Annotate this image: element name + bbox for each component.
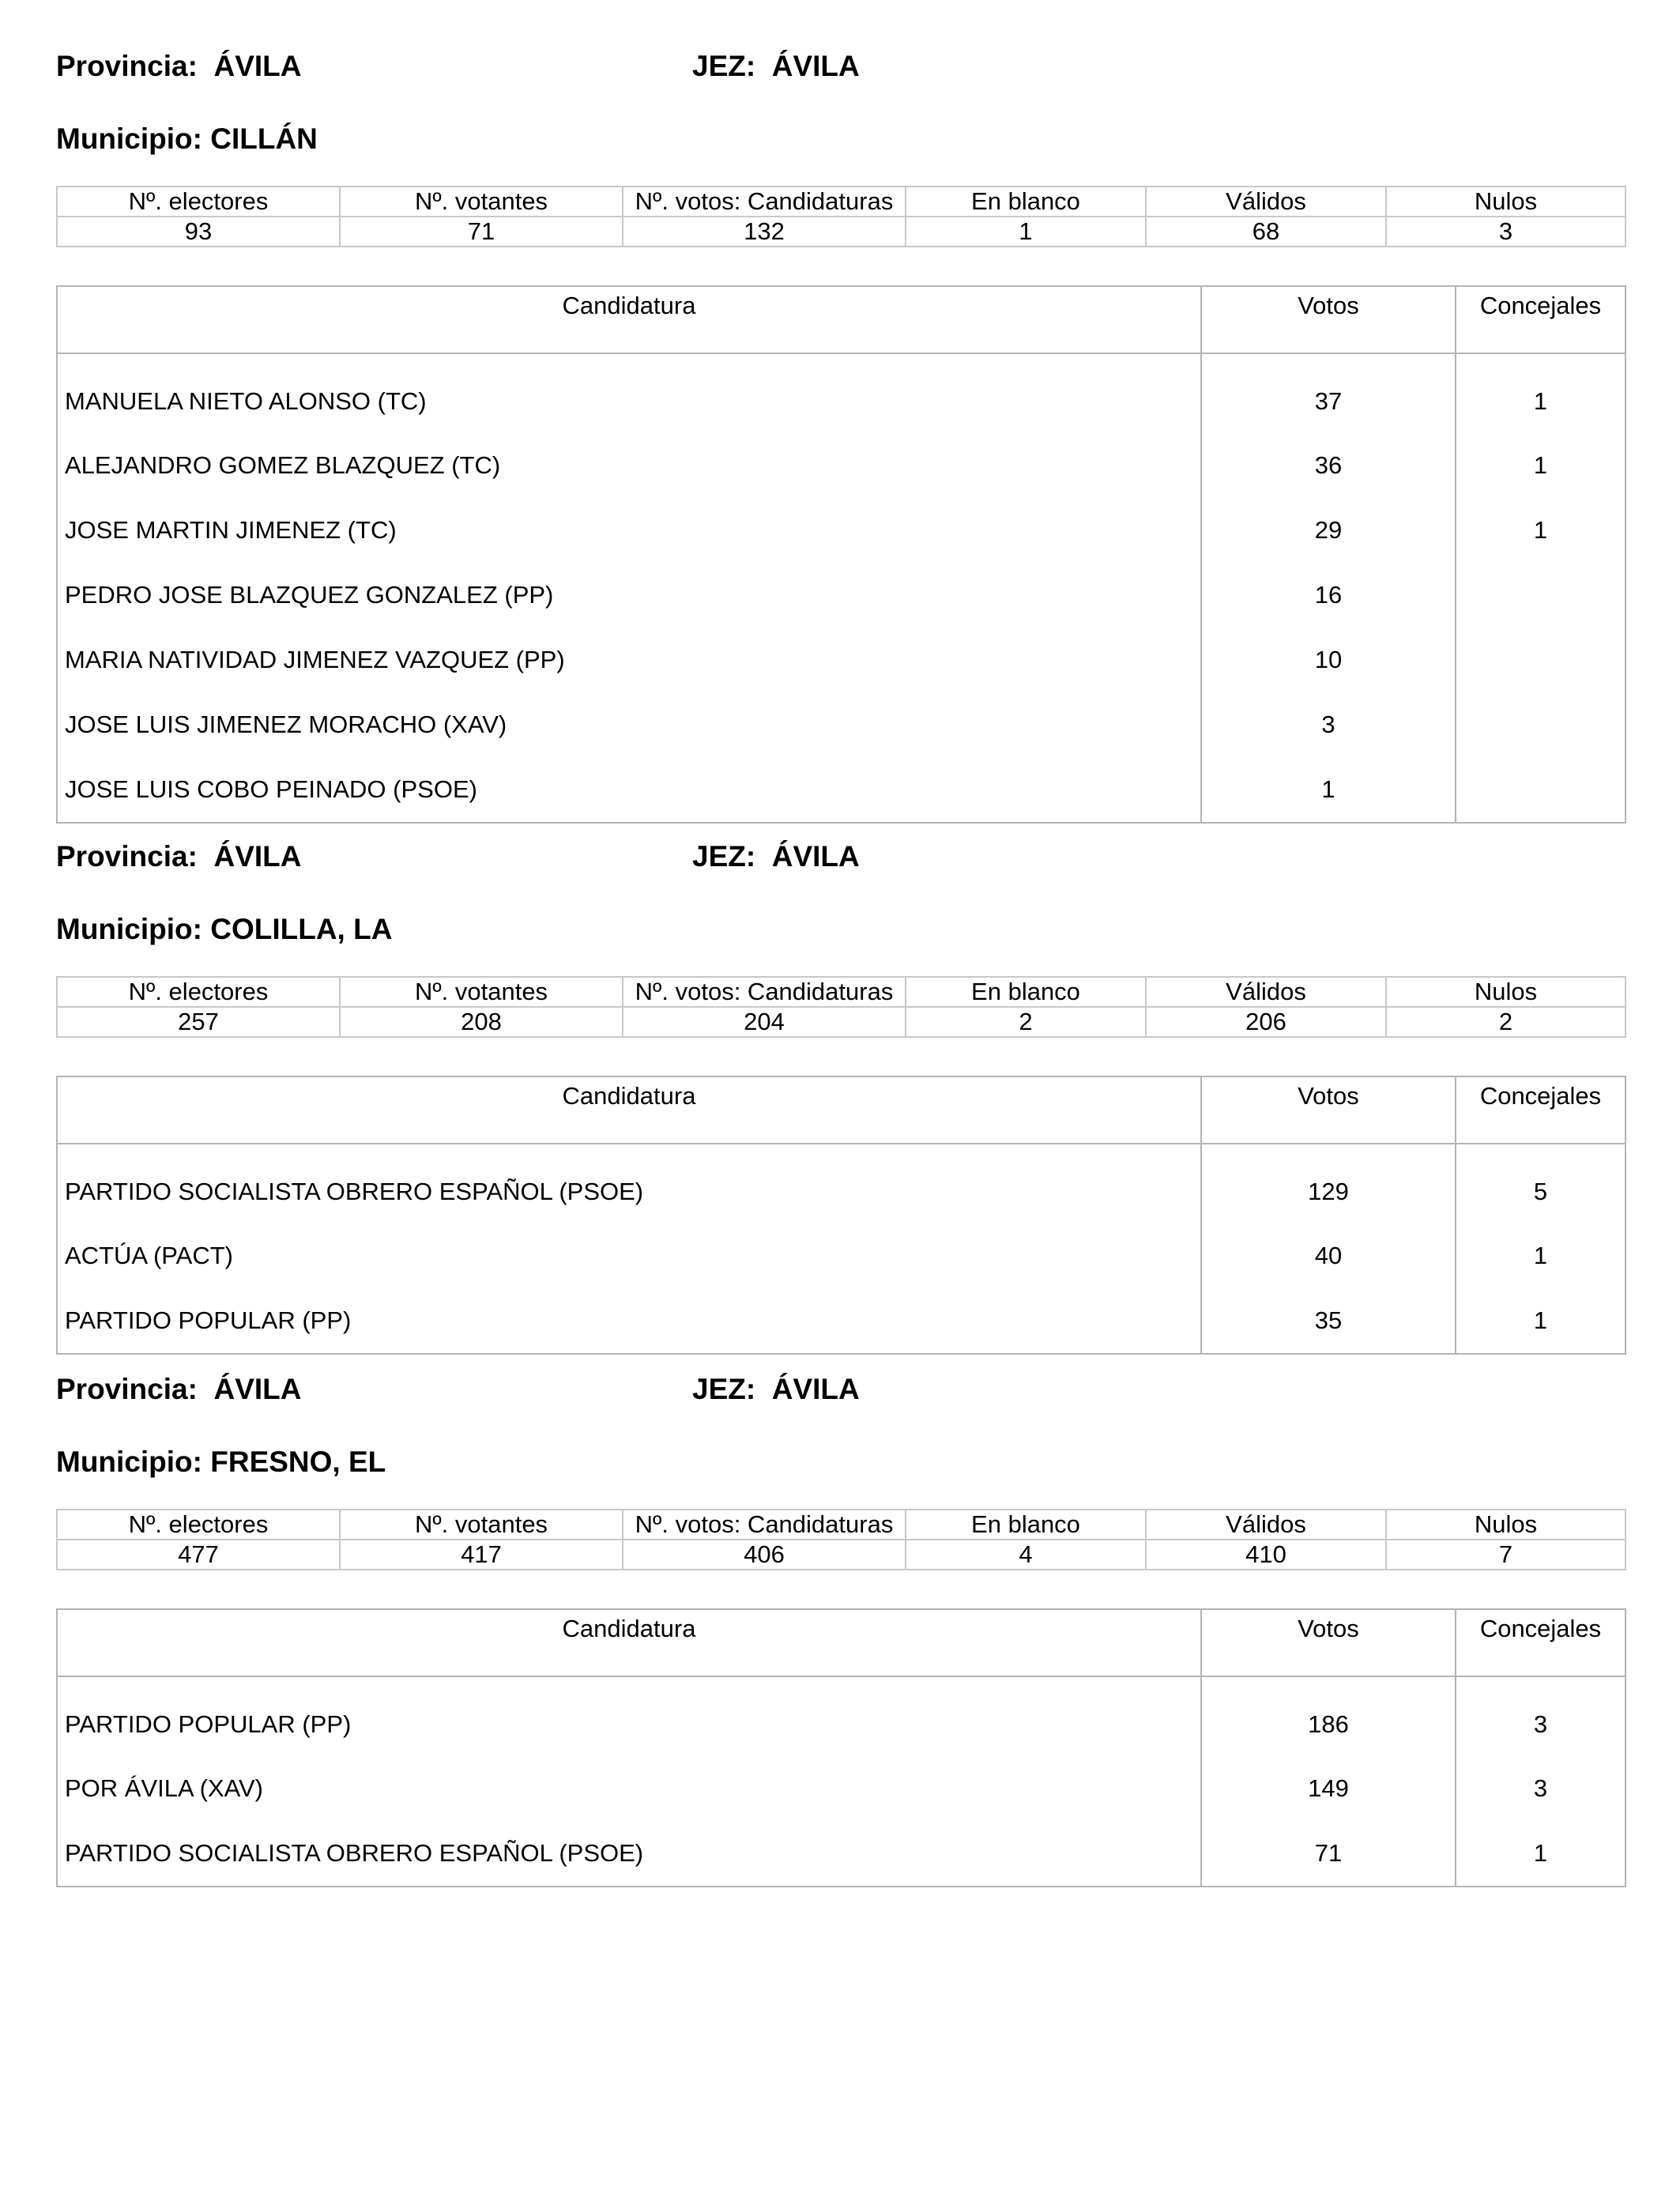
votos-cell: 10 bbox=[1201, 628, 1456, 692]
table-row bbox=[57, 353, 1625, 433]
stats-header: Válidos bbox=[1146, 977, 1386, 1007]
concejales-cell: 1 bbox=[1456, 1821, 1625, 1887]
candidatura-cell: MANUELA NIETO ALONSO (TC) bbox=[57, 353, 1201, 433]
results-table bbox=[56, 285, 1626, 824]
concejales-cell: 1 bbox=[1456, 1223, 1625, 1288]
candidatura-cell: PARTIDO POPULAR (PP) bbox=[57, 1288, 1201, 1354]
votos-cell: 37 bbox=[1201, 353, 1456, 433]
stats-header: Nº. electores bbox=[57, 977, 340, 1007]
candidatura-cell: POR ÁVILA (XAV) bbox=[57, 1756, 1201, 1821]
votos-cell: 1 bbox=[1201, 757, 1456, 823]
candidatura-cell: ACTÚA (PACT) bbox=[57, 1223, 1201, 1288]
stats-value: 204 bbox=[623, 1007, 906, 1037]
stats-header: Nº. electores bbox=[57, 187, 340, 217]
stats-header-row bbox=[57, 977, 1625, 1007]
stats-header: En blanco bbox=[906, 1510, 1146, 1540]
votos-cell: 29 bbox=[1201, 498, 1456, 563]
stats-header: Nulos bbox=[1386, 187, 1625, 217]
col-candidatura: Candidatura bbox=[57, 286, 1201, 353]
votos-cell: 3 bbox=[1201, 692, 1456, 757]
stats-header: Nº. votantes bbox=[340, 1510, 623, 1540]
col-votos: Votos bbox=[1201, 1076, 1456, 1144]
stats-value: 93 bbox=[57, 217, 340, 247]
stats-table bbox=[56, 976, 1626, 1038]
stats-value: 208 bbox=[340, 1007, 623, 1037]
stats-value: 257 bbox=[57, 1007, 340, 1037]
votos-cell: 35 bbox=[1201, 1288, 1456, 1354]
concejales-cell: 1 bbox=[1456, 433, 1625, 498]
candidatura-cell: ALEJANDRO GOMEZ BLAZQUEZ (TC) bbox=[57, 433, 1201, 498]
votos-cell: 36 bbox=[1201, 433, 1456, 498]
provincia-heading: Provincia: ÁVILA bbox=[56, 50, 302, 82]
stats-header: Válidos bbox=[1146, 187, 1386, 217]
table-row bbox=[57, 692, 1625, 757]
table-row bbox=[57, 498, 1625, 563]
stats-value: 7 bbox=[1386, 1540, 1625, 1570]
candidatura-cell: JOSE LUIS COBO PEINADO (PSOE) bbox=[57, 757, 1201, 823]
concejales-cell bbox=[1456, 628, 1625, 692]
table-row bbox=[57, 1223, 1625, 1288]
col-candidatura: Candidatura bbox=[57, 1076, 1201, 1144]
stats-value: 4 bbox=[906, 1540, 1146, 1570]
stats-header: Nulos bbox=[1386, 977, 1625, 1007]
concejales-cell: 3 bbox=[1456, 1676, 1625, 1756]
municipio-heading: Municipio: FRESNO, EL bbox=[56, 1446, 386, 1478]
stats-table bbox=[56, 186, 1626, 247]
col-votos: Votos bbox=[1201, 286, 1456, 353]
provincia-heading: Provincia: ÁVILA bbox=[56, 1373, 302, 1405]
concejales-cell: 1 bbox=[1456, 353, 1625, 433]
stats-header: Nº. votos: Candidaturas bbox=[623, 977, 906, 1007]
municipio-heading: Municipio: COLILLA, LA bbox=[56, 913, 393, 945]
concejales-cell: 1 bbox=[1456, 498, 1625, 563]
municipio-heading: Municipio: CILLÁN bbox=[56, 123, 318, 155]
stats-value: 2 bbox=[1386, 1007, 1625, 1037]
table-row bbox=[57, 1821, 1625, 1887]
stats-value-row bbox=[57, 217, 1625, 247]
candidatura-cell: PARTIDO SOCIALISTA OBRERO ESPAÑOL (PSOE) bbox=[57, 1144, 1201, 1223]
candidatura-cell: PEDRO JOSE BLAZQUEZ GONZALEZ (PP) bbox=[57, 563, 1201, 628]
col-candidatura: Candidatura bbox=[57, 1609, 1201, 1676]
stats-value: 1 bbox=[906, 217, 1146, 247]
table-row bbox=[57, 757, 1625, 823]
stats-value: 206 bbox=[1146, 1007, 1386, 1037]
stats-header: Nº. votantes bbox=[340, 187, 623, 217]
votos-cell: 16 bbox=[1201, 563, 1456, 628]
candidatura-cell: MARIA NATIVIDAD JIMENEZ VAZQUEZ (PP) bbox=[57, 628, 1201, 692]
table-row bbox=[57, 1756, 1625, 1821]
stats-header-row bbox=[57, 1510, 1625, 1540]
candidatura-cell: PARTIDO POPULAR (PP) bbox=[57, 1676, 1201, 1756]
candidatura-cell: JOSE MARTIN JIMENEZ (TC) bbox=[57, 498, 1201, 563]
candidatura-cell: PARTIDO SOCIALISTA OBRERO ESPAÑOL (PSOE) bbox=[57, 1821, 1201, 1887]
jez-heading: JEZ: ÁVILA bbox=[692, 1373, 860, 1405]
stats-header: En blanco bbox=[906, 187, 1146, 217]
col-concejales: Concejales bbox=[1456, 286, 1625, 353]
concejales-cell: 5 bbox=[1456, 1144, 1625, 1223]
concejales-cell bbox=[1456, 692, 1625, 757]
concejales-cell bbox=[1456, 563, 1625, 628]
table-row bbox=[57, 1676, 1625, 1756]
stats-table bbox=[56, 1509, 1626, 1570]
concejales-cell: 1 bbox=[1456, 1288, 1625, 1354]
jez-heading: JEZ: ÁVILA bbox=[692, 50, 860, 82]
stats-header: Válidos bbox=[1146, 1510, 1386, 1540]
votos-cell: 186 bbox=[1201, 1676, 1456, 1756]
stats-header: Nº. votos: Candidaturas bbox=[623, 1510, 906, 1540]
results-table bbox=[56, 1076, 1626, 1355]
stats-header: Nº. votos: Candidaturas bbox=[623, 187, 906, 217]
results-table bbox=[56, 1608, 1626, 1887]
results-header-row bbox=[57, 1609, 1625, 1676]
results-header-row bbox=[57, 286, 1625, 353]
votos-cell: 129 bbox=[1201, 1144, 1456, 1223]
concejales-cell bbox=[1456, 757, 1625, 823]
table-row bbox=[57, 563, 1625, 628]
stats-value: 406 bbox=[623, 1540, 906, 1570]
stats-value: 477 bbox=[57, 1540, 340, 1570]
stats-value-row bbox=[57, 1007, 1625, 1037]
jez-heading: JEZ: ÁVILA bbox=[692, 840, 860, 873]
stats-value: 417 bbox=[340, 1540, 623, 1570]
stats-header: Nº. votantes bbox=[340, 977, 623, 1007]
table-row bbox=[57, 1288, 1625, 1354]
col-votos: Votos bbox=[1201, 1609, 1456, 1676]
stats-value: 3 bbox=[1386, 217, 1625, 247]
col-concejales: Concejales bbox=[1456, 1076, 1625, 1144]
table-row bbox=[57, 628, 1625, 692]
stats-header: Nº. electores bbox=[57, 1510, 340, 1540]
stats-header-row bbox=[57, 187, 1625, 217]
stats-value: 410 bbox=[1146, 1540, 1386, 1570]
table-row bbox=[57, 433, 1625, 498]
provincia-heading: Provincia: ÁVILA bbox=[56, 840, 302, 873]
votos-cell: 40 bbox=[1201, 1223, 1456, 1288]
stats-value-row bbox=[57, 1540, 1625, 1570]
stats-value: 68 bbox=[1146, 217, 1386, 247]
votos-cell: 71 bbox=[1201, 1821, 1456, 1887]
stats-header: Nulos bbox=[1386, 1510, 1625, 1540]
table-row bbox=[57, 1144, 1625, 1223]
votos-cell: 149 bbox=[1201, 1756, 1456, 1821]
stats-value: 71 bbox=[340, 217, 623, 247]
concejales-cell: 3 bbox=[1456, 1756, 1625, 1821]
results-header-row bbox=[57, 1076, 1625, 1144]
stats-value: 132 bbox=[623, 217, 906, 247]
candidatura-cell: JOSE LUIS JIMENEZ MORACHO (XAV) bbox=[57, 692, 1201, 757]
stats-value: 2 bbox=[906, 1007, 1146, 1037]
stats-header: En blanco bbox=[906, 977, 1146, 1007]
col-concejales: Concejales bbox=[1456, 1609, 1625, 1676]
